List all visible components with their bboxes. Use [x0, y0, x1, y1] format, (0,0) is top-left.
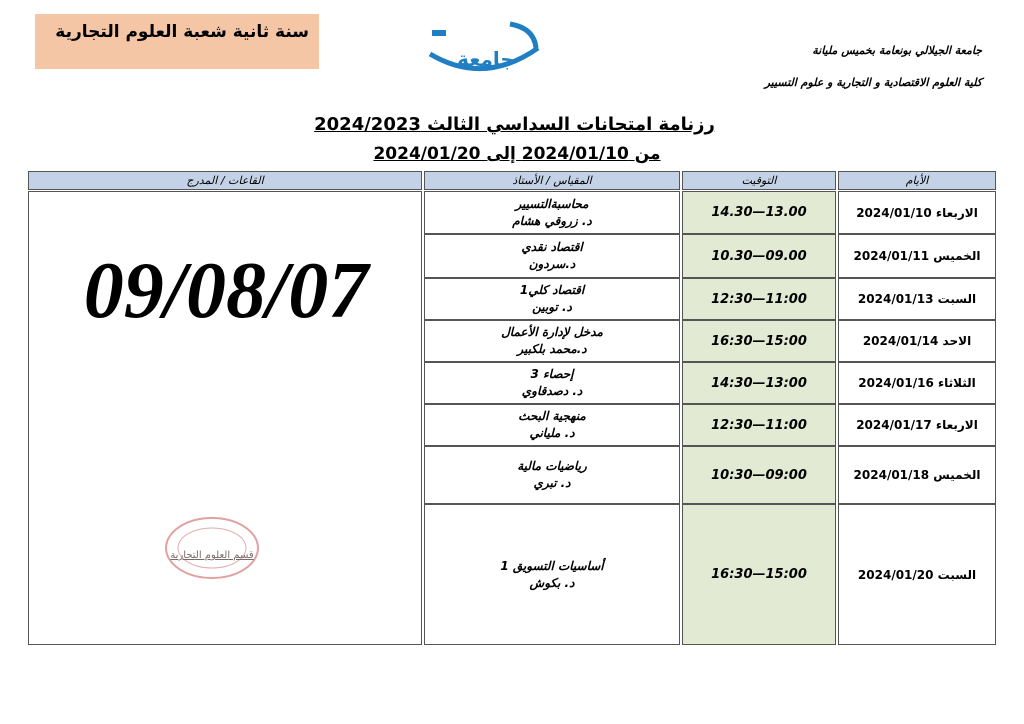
university-logo [424, 14, 544, 78]
teacher-name: د. ملياني [529, 426, 575, 440]
day-label: السبت 2024/01/13 [857, 292, 977, 306]
teacher-name: د.سردون [528, 257, 576, 271]
teacher-name: د.محمد بلكبير [517, 342, 587, 356]
time-label: 16:30—15:00 [711, 567, 807, 582]
time-cell [682, 504, 836, 645]
day-label: الخميس 2024/01/18 [853, 468, 981, 482]
time-cell [682, 404, 836, 446]
page-subtitle: من 2024/01/10 إلى 2024/01/20 [373, 144, 661, 164]
day-label: الثلاثاء 2024/01/16 [858, 376, 976, 390]
faculty-name: كلية العلوم الاقتصادية و التجارية و علوم التسيير [764, 76, 982, 89]
subject-name: منهجية البحث [518, 409, 586, 423]
day-label: الاربعاء 2024/01/10 [856, 205, 978, 220]
subject-name: رياضيات مالية [517, 459, 587, 473]
time-label: 16:30—15:00 [711, 333, 807, 349]
level-label: سنة ثانية شعبة العلوم التجارية [35, 14, 319, 69]
day-cell [838, 320, 996, 362]
subject-name: اقتصاد نقدي [521, 240, 583, 254]
subject-name: إحصاء 3 [530, 367, 574, 381]
university-name: جامعة الجيلالي بونعامة بخميس مليانة [812, 44, 982, 57]
subject-name: مدخل لإدارة الأعمال [501, 325, 603, 339]
subject-cell [424, 446, 680, 504]
teacher-name: د. دصدقاوي [521, 384, 583, 398]
subject-cell [424, 278, 680, 320]
time-cell [682, 320, 836, 362]
time-label: 10:30—09:00 [711, 467, 807, 483]
day-cell [838, 234, 996, 278]
time-label: 12:30—11:00 [711, 291, 807, 307]
time-label: 10.30—09.00 [711, 248, 807, 264]
header-rooms: القاعات / المدرج [28, 171, 422, 190]
time-cell [682, 278, 836, 320]
time-label: 14:30—13:00 [711, 375, 807, 391]
day-label: الاحد 2024/01/14 [862, 334, 972, 348]
rooms-value: 09/08/07 [83, 247, 369, 335]
time-cell [682, 362, 836, 404]
subject-name: محاسبةالتسيير [515, 196, 589, 211]
header-subject: المقياس / الأستاذ [424, 171, 680, 190]
time-cell [682, 191, 836, 234]
time-cell [682, 446, 836, 504]
subject-cell [424, 234, 680, 278]
subject-cell [424, 504, 680, 645]
time-label: 14.30—13.00 [711, 205, 807, 220]
header-time: التوقيت [682, 171, 836, 190]
teacher-name: د. توبين [532, 300, 572, 314]
teacher-name: د. زروقي هشام [512, 213, 592, 228]
stamp-label: قسم العلوم التجارية [170, 550, 254, 561]
teacher-name: د. بكوش [529, 575, 575, 590]
time-cell [682, 234, 836, 278]
teacher-name: د. تبري [533, 476, 571, 490]
page-title: رزنامة امتحانات السداسي الثالث 2024/2023 [314, 114, 715, 135]
day-cell [838, 362, 996, 404]
day-cell [838, 191, 996, 234]
logo-text: جامعة [457, 47, 515, 71]
time-label: 12:30—11:00 [711, 417, 807, 433]
header-days: الأيام [838, 171, 996, 190]
department-stamp [162, 514, 262, 582]
day-cell [838, 278, 996, 320]
subject-cell [424, 362, 680, 404]
subject-name: اقتصاد كلي1 [519, 283, 585, 297]
day-cell [838, 404, 996, 446]
subject-cell [424, 404, 680, 446]
subject-name: أساسيات التسويق 1 [500, 558, 604, 573]
subject-cell [424, 320, 680, 362]
day-cell [838, 446, 996, 504]
day-label: السبت 2024/01/20 [857, 567, 977, 582]
subject-cell [424, 191, 680, 234]
day-label: الاربعاء 2024/01/17 [856, 418, 978, 432]
day-label: الخميس 2024/01/11 [853, 249, 981, 263]
day-cell [838, 504, 996, 645]
